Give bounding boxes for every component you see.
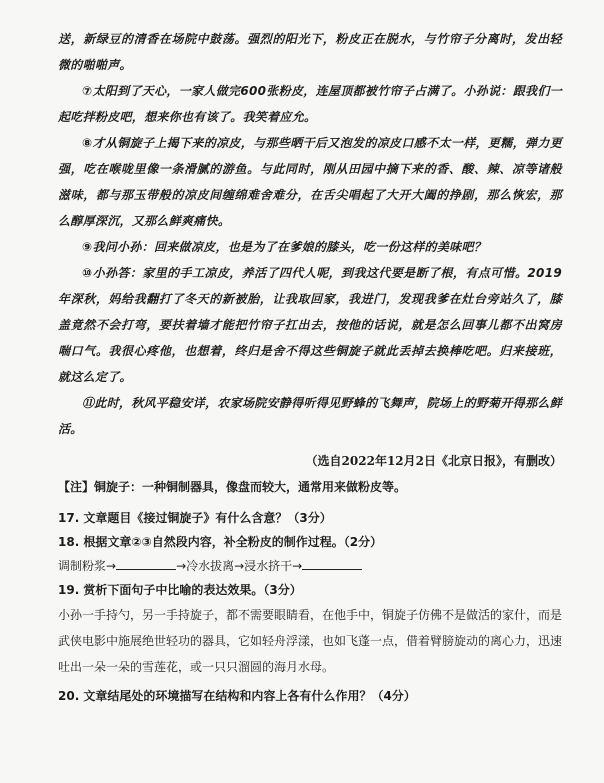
paragraph-6-end: 送，新绿豆的清香在场院中鼓荡。强烈的阳光下，粉皮正在脱水，与竹帘子分离时，发出轻微的啪啪声。 <box>58 32 562 72</box>
process-step-1: 调制粉浆→ <box>58 559 117 573</box>
question-20: 20. 文章结尾处的环境描写在结构和内容上各有什么作用？（4分） <box>58 689 416 703</box>
footnote: 【注】铜旋子：一种铜制器具，像盘而较大，通常用来做粉皮等。 <box>58 480 407 494</box>
question-18: 18. 根据文章②③自然段内容，补全粉皮的制作过程。（2分） <box>58 535 383 549</box>
process-step-2: →冷水拔离→浸水挤干→ <box>176 559 303 573</box>
paragraph-8: ⑧才从铜旋子上揭下来的凉皮，与那些晒干后又泡发的凉皮口感不太一样，更糯，弹力更强，吃在喉咙里像一条滑腻的游鱼。与此同时，刚从田园中摘下来的香、酸、辣、凉等诸般滋味，都与那玉带般的凉皮间缠绵难舍难分，在舌尖唱起了大开大阖的挣剧，那么恢宏，那么醇厚深沉，又那么鲜爽痛快。 <box>58 136 562 228</box>
question-17: 17. 文章题目《接过铜旋子》有什么含意？（3分） <box>58 511 332 525</box>
source-citation: （选自2022年12月2日《北京日报》，有删改） <box>305 454 562 468</box>
answer-blank-2[interactable] <box>302 557 362 570</box>
paragraph-9: ⑨我问小孙：回来做凉皮，也是为了在爹娘的膝头，吃一份这样的美味吧？ <box>82 240 487 254</box>
answer-blank-1[interactable] <box>116 557 176 570</box>
question-19: 19. 赏析下面句子中比喻的表达效果。（3分） <box>58 583 302 597</box>
paragraph-11: ⑪此时，秋风平稳安详，农家场院安静得听得见野蜂的飞舞声，院场上的野菊开得那么鲜活。 <box>58 396 562 436</box>
paragraph-10: ⑩小孙答：家里的手工凉皮，养活了四代人呢，到我这代要是断了根，有点可惜。2019年深秋，妈给我翻打了冬天的新被胎，让我取回家，我进门，发现我爹在灶台旁站久了，膝盖竟然不会打弯，要扶着墙才能把竹帘子扛出去，按他的话说，就是怎么回事儿都不出窝房喘口气。我很心疼他，也想着，终归是舍不得这些铜旋子就此丢掉去换棒吃吧。归来接班，就这么定了。 <box>58 266 562 384</box>
quoted-sentence: 小孙一手持勺，另一手持旋子，都不需要眼睛看，在他手中，铜旋子仿佛不是做活的家什，而是武侠电影中施展绝世轻功的器具，它如轻舟浮漾，也如飞蓬一点，借着臂膀旋动的离心力，迅速吐出一朵一朵的雪莲花，或一只只溜圆的海月水母。 <box>58 608 563 674</box>
paragraph-7: ⑦太阳到了天心，一家人做完600张粉皮，连屋顶都被竹帘子占满了。小孙说：跟我们一起吃拌粉皮吧，想来你也有该了。我笑着应允。 <box>58 84 562 124</box>
process-line <box>58 554 562 578</box>
